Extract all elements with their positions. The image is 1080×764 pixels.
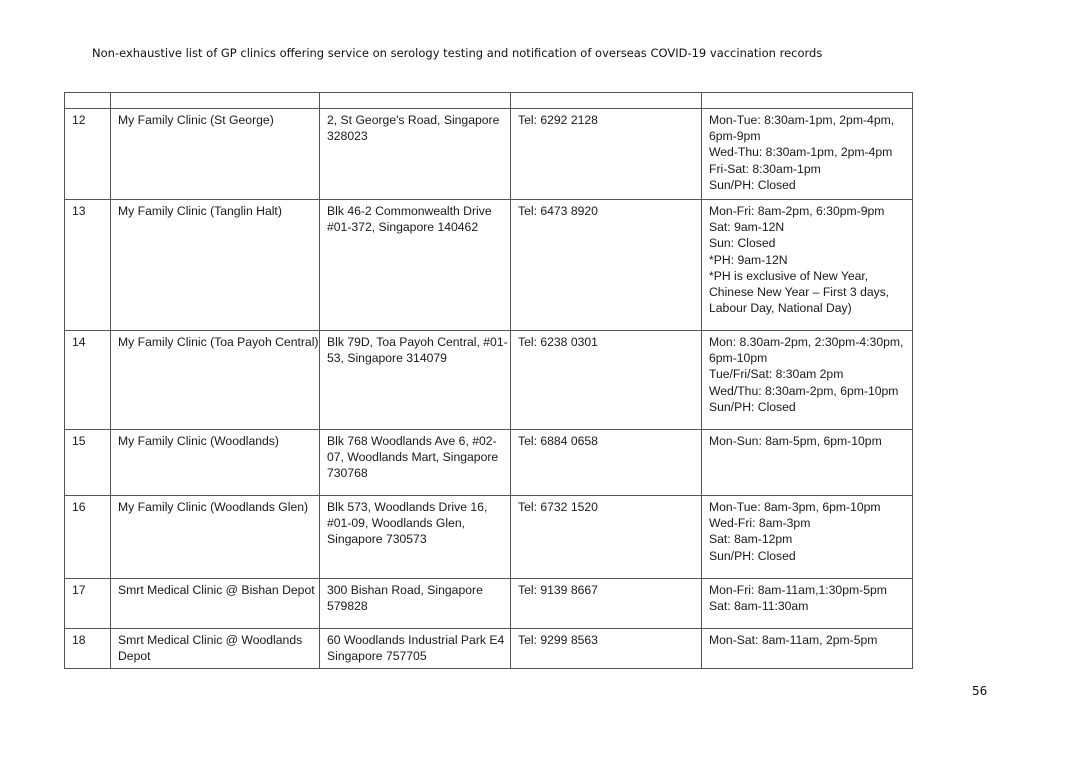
clinic-phone: Tel: 6238 0301 [511, 331, 702, 430]
header-cell [511, 93, 702, 109]
clinic-name: Smrt Medical Clinic @ Woodlands Depot [111, 629, 320, 669]
clinic-address: Blk 573, Woodlands Drive 16, #01-09, Woodlands Glen, Singapore 730573 [320, 496, 511, 579]
table-row [65, 579, 913, 629]
clinic-table [64, 92, 913, 669]
clinic-hours: Mon-Fri: 8am-11am,1:30pm-5pm Sat: 8am-11:30am [702, 579, 913, 629]
clinic-hours: Mon-Fri: 8am-2pm, 6:30pm-9pm Sat: 9am-12N Sun: Closed *PH: 9am-12N *PH is exclusive of New Year, Chinese New Year – First 3 days, Labour Day, National Day) [702, 200, 913, 331]
clinic-address: Blk 46-2 Commonwealth Drive #01-372, Singapore 140462 [320, 200, 511, 331]
row-number: 17 [65, 579, 111, 629]
clinic-address: Blk 79D, Toa Payoh Central, #01- 53, Singapore 314079 [320, 331, 511, 430]
clinic-address: 300 Bishan Road, Singapore 579828 [320, 579, 511, 629]
clinic-phone: Tel: 6473 8920 [511, 200, 702, 331]
clinic-hours: Mon: 8.30am-2pm, 2:30pm-4:30pm, 6pm-10pm Tue/Fri/Sat: 8:30am 2pm Wed/Thu: 8:30am-2pm, 6pm-10pm Sun/PH: Closed [702, 331, 913, 430]
clinic-name: Smrt Medical Clinic @ Bishan Depot [111, 579, 320, 629]
row-number: 18 [65, 629, 111, 669]
page-number: 56 [972, 684, 988, 698]
row-number: 13 [65, 200, 111, 331]
table-row [65, 629, 913, 669]
table-row [65, 331, 913, 430]
row-number: 14 [65, 331, 111, 430]
header-cell [702, 93, 913, 109]
table-row [65, 496, 913, 579]
clinic-address: Blk 768 Woodlands Ave 6, #02- 07, Woodlands Mart, Singapore 730768 [320, 430, 511, 496]
table-header-row [65, 93, 913, 109]
row-number: 15 [65, 430, 111, 496]
table-row [65, 109, 913, 200]
clinic-address: 2, St George's Road, Singapore 328023 [320, 109, 511, 200]
clinic-phone: Tel: 6884 0658 [511, 430, 702, 496]
clinic-phone: Tel: 6292 2128 [511, 109, 702, 200]
header-cell [320, 93, 511, 109]
clinic-phone: Tel: 6732 1520 [511, 496, 702, 579]
clinic-name: My Family Clinic (Toa Payoh Central) [111, 331, 320, 430]
clinic-phone: Tel: 9299 8563 [511, 629, 702, 669]
clinic-hours: Mon-Sat: 8am-11am, 2pm-5pm [702, 629, 913, 669]
clinic-name: My Family Clinic (Woodlands Glen) [111, 496, 320, 579]
clinic-hours: Mon-Tue: 8:30am-1pm, 2pm-4pm, 6pm-9pm Wed-Thu: 8:30am-1pm, 2pm-4pm Fri-Sat: 8:30am-1pm Sun/PH: Closed [702, 109, 913, 200]
clinic-hours: Mon-Tue: 8am-3pm, 6pm-10pm Wed-Fri: 8am-3pm Sat: 8am-12pm Sun/PH: Closed [702, 496, 913, 579]
clinic-name: My Family Clinic (Woodlands) [111, 430, 320, 496]
row-number: 16 [65, 496, 111, 579]
clinic-name: My Family Clinic (Tanglin Halt) [111, 200, 320, 331]
table-row [65, 430, 913, 496]
row-number: 12 [65, 109, 111, 200]
clinic-hours: Mon-Sun: 8am-5pm, 6pm-10pm [702, 430, 913, 496]
clinic-phone: Tel: 9139 8667 [511, 579, 702, 629]
header-cell [65, 93, 111, 109]
table-row [65, 200, 913, 331]
clinic-address: 60 Woodlands Industrial Park E4 Singapore 757705 [320, 629, 511, 669]
page-title: Non-exhaustive list of GP clinics offering service on serology testing and notification of overseas COVID-19 vaccination records [92, 46, 823, 60]
header-cell [111, 93, 320, 109]
clinic-name: My Family Clinic (St George) [111, 109, 320, 200]
